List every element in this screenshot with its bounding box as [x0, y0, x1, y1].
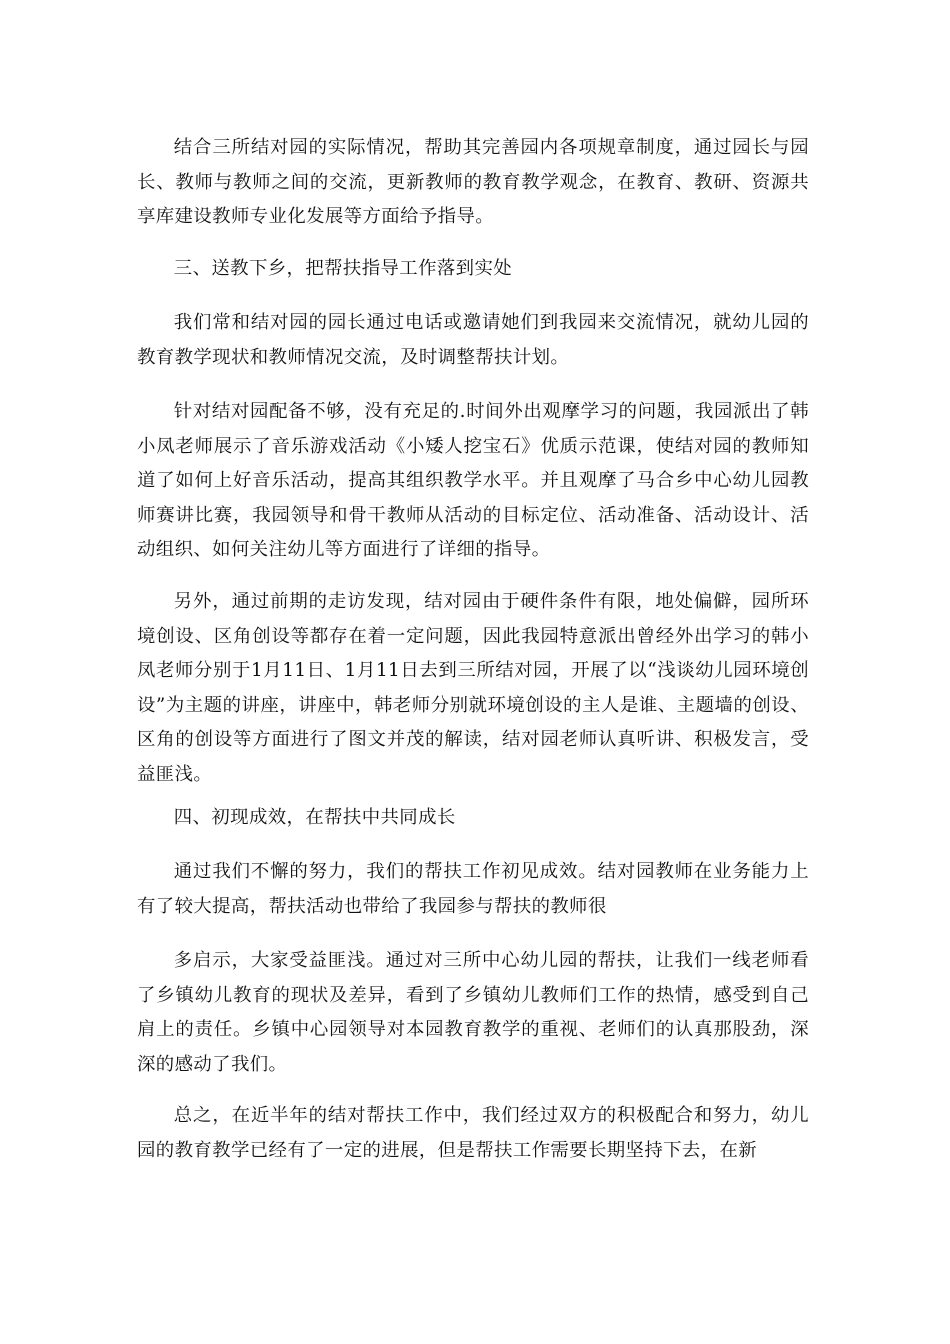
paragraph-summary: 总之，在近半年的结对帮扶工作中，我们经过双方的积极配合和努力，幼儿园的教育教学已经有了一定的进展，但是帮扶工作需要长期坚持下去，在新 — [137, 1105, 809, 1161]
paragraph-inspiration: 多启示，大家受益匪浅。通过对三所中心幼儿园的帮扶，让我们一线老师看了乡镇幼儿教育的现状及差异，看到了乡镇幼儿教师们工作的热情，感受到自己肩上的责任。乡镇中心园领导对本园教育教学的重视、老师们的认真那股劲，深深的感动了我们。 — [137, 950, 809, 1075]
section-heading-three: 三、送教下乡，把帮扶指导工作落到实处 — [173, 258, 513, 279]
paragraph-results: 通过我们不懈的努力，我们的帮扶工作初见成效。结对园教师在业务能力上有了较大提高，帮扶活动也带给了我园参与帮扶的教师很 — [137, 861, 809, 917]
paragraph-environment: 另外，通过前期的走访发现，结对园由于硬件条件有限，地处偏僻，园所环境创设、区角创设等都存在着一定问题，因此我园特意派出曾经外出学习的韩小凤老师分别于1月11日、1月11日去到三所结对园，开展了以“浅谈幼儿园环境创设”为主题的讲座，讲座中，韩老师分别就环境创设的主人是谁、主题墙的创设、区角的创设等方面进行了图文并茂的解读，结对园老师认真听讲、积极发言，受益匪浅。 — [137, 591, 809, 785]
paragraph-demo-class: 针对结对园配备不够，没有充足的.时间外出观摩学习的问题，我园派出了韩小凤老师展示了音乐游戏活动《小矮人挖宝石》优质示范课，使结对园的教师知道了如何上好音乐活动，提高其组织教学水平。并且观摩了马合乡中心幼儿园教师赛讲比赛，我园领导和骨干教师从活动的目标定位、活动准备、活动设计、活动组织、如何关注幼儿等方面进行了详细的指导。 — [137, 401, 809, 560]
paragraph-exchange: 我们常和结对园的园长通过电话或邀请她们到我园来交流情况，就幼儿园的教育教学现状和教师情况交流，及时调整帮扶计划。 — [137, 312, 809, 368]
paragraph-intro: 结合三所结对园的实际情况，帮助其完善园内各项规章制度，通过园长与园长、教师与教师之间的交流，更新教师的教育教学观念，在教育、教研、资源共享库建设教师专业化发展等方面给予指导。 — [137, 137, 809, 227]
section-heading-four: 四、初现成效，在帮扶中共同成长 — [173, 807, 456, 828]
